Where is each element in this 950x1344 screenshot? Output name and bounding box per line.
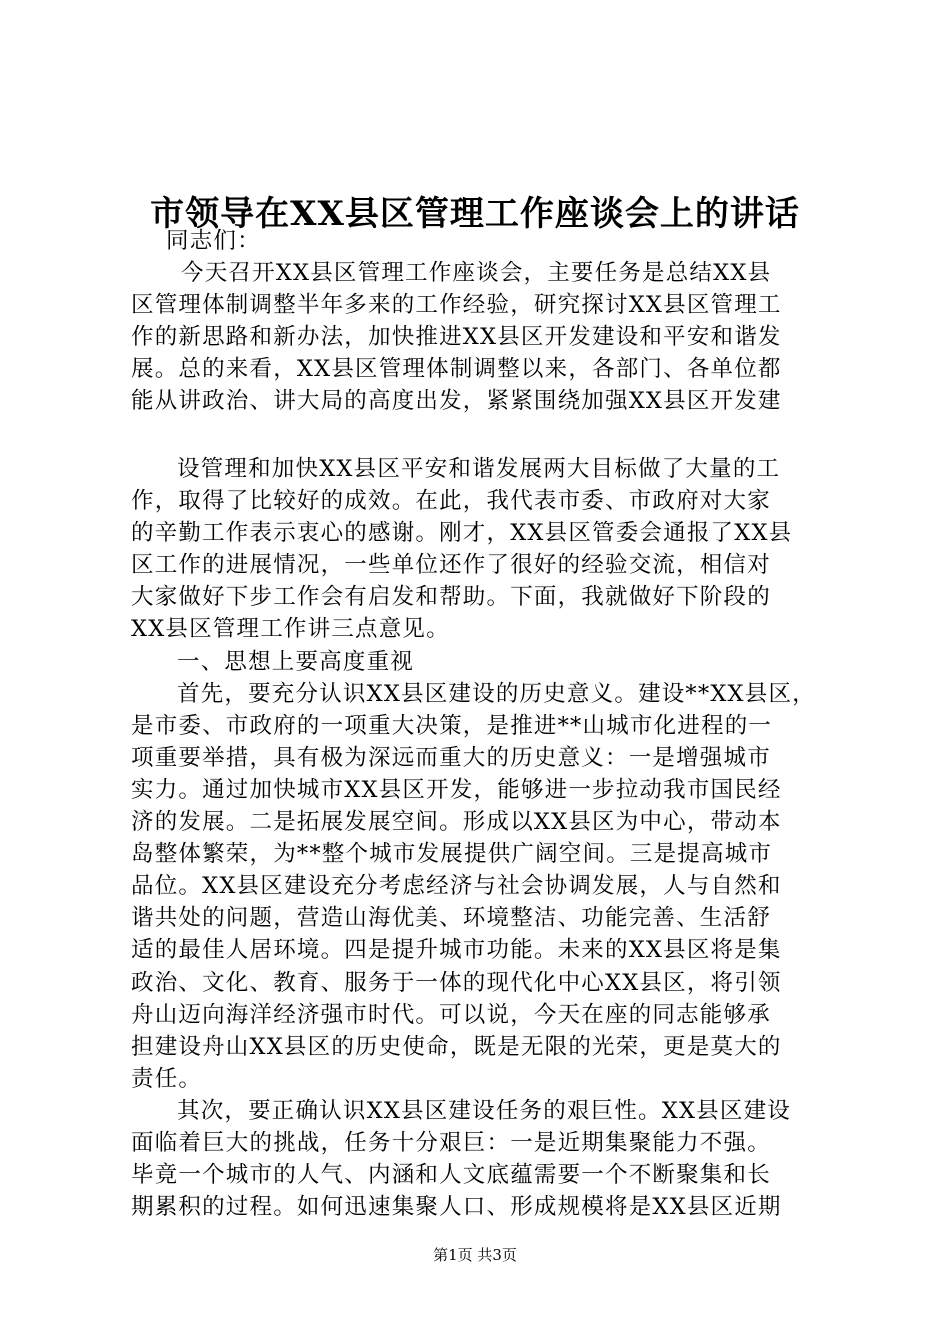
text-line: 能从讲政治、讲大局的高度出发，紧紧围绕加强XX县区开发建 (131, 388, 782, 415)
text-line: 岛整体繁荣，为**整个城市发展提供广阔空间。三是提高城市 (131, 841, 773, 868)
section-heading: 一、思想上要高度重视 (177, 648, 415, 675)
text-line: 的辛勤工作表示衷心的感谢。刚才，XX县区管委会通报了XX县 (131, 520, 793, 547)
text-line: 设管理和加快XX县区平安和谐发展两大目标做了大量的工 (177, 456, 781, 482)
text-line: 实力。通过加快城市XX县区开发，能够进一步拉动我市国民经 (131, 776, 782, 803)
text-line: 谐共处的问题，营造山海优美、环境整洁、功能完善、生活舒 (131, 905, 771, 932)
text-line: 区管理体制调整半年多来的工作经验，研究探讨XX县区管理工 (131, 292, 782, 319)
page-footer: 第1页 共3页 (433, 1246, 517, 1264)
text-line: 项重要举措，具有极为深远而重大的历史意义：一是增强城市 (131, 744, 771, 771)
document-title: 市领导在XX县区管理工作座谈会上的讲话 (150, 194, 800, 234)
text-line: 展。总的来看，XX县区管理体制调整以来，各部门、各单位都 (131, 356, 782, 383)
text-line: 毕竟一个城市的人气、内涵和人文底蕴需要一个不断聚集和长 (131, 1162, 771, 1189)
text-line: 舟山迈向海洋经济强市时代。可以说，今天在座的同志能够承 (131, 1001, 771, 1028)
text-line: 济的发展。二是拓展发展空间。形成以XX县区为中心，带动本 (131, 809, 782, 836)
text-line: 是市委、市政府的一项重大决策，是推进**山城市化进程的一 (131, 712, 773, 739)
text-line: 其次，要正确认识XX县区建设任务的艰巨性。XX县区建设 (177, 1097, 791, 1124)
text-line: 责任。 (131, 1065, 203, 1092)
text-line: 品位。XX县区建设充分考虑经济与社会协调发展，人与自然和 (131, 873, 782, 900)
text-line: 担建设舟山XX县区的历史使命，既是无限的光荣，更是莫大的 (131, 1033, 782, 1060)
paragraph-block-2 (131, 453, 831, 1223)
text-line: 首先，要充分认识XX县区建设的历史意义。建设**XX县区， (177, 680, 816, 707)
salutation-line: 同志们： (166, 228, 261, 254)
text-line: 期累积的过程。如何迅速集聚人口、形成规模将是XX县区近期 (131, 1194, 782, 1221)
text-line: 政治、文化、教育、服务于一体的现代化中心XX县区，将引领 (131, 969, 782, 996)
paragraph-block-1 (131, 225, 831, 418)
text-line: 区工作的进展情况，一些单位还作了很好的经验交流，相信对 (131, 552, 771, 579)
text-line: 面临着巨大的挑战，任务十分艰巨：一是近期集聚能力不强。 (131, 1129, 771, 1156)
text-line: 大家做好下步工作会有启发和帮助。下面，我就做好下阶段的 (131, 584, 771, 611)
text-line: XX县区管理工作讲三点意见。 (131, 616, 450, 643)
text-line: 作，取得了比较好的成效。在此，我代表市委、市政府对大家 (131, 488, 771, 515)
text-line: 作的新思路和新办法，加快推进XX县区开发建设和平安和谐发 (131, 324, 782, 351)
text-line: 适的最佳人居环境。四是提升城市功能。未来的XX县区将是集 (131, 937, 782, 964)
text-line: 今天召开XX县区管理工作座谈会，主要任务是总结XX县 (181, 260, 772, 287)
